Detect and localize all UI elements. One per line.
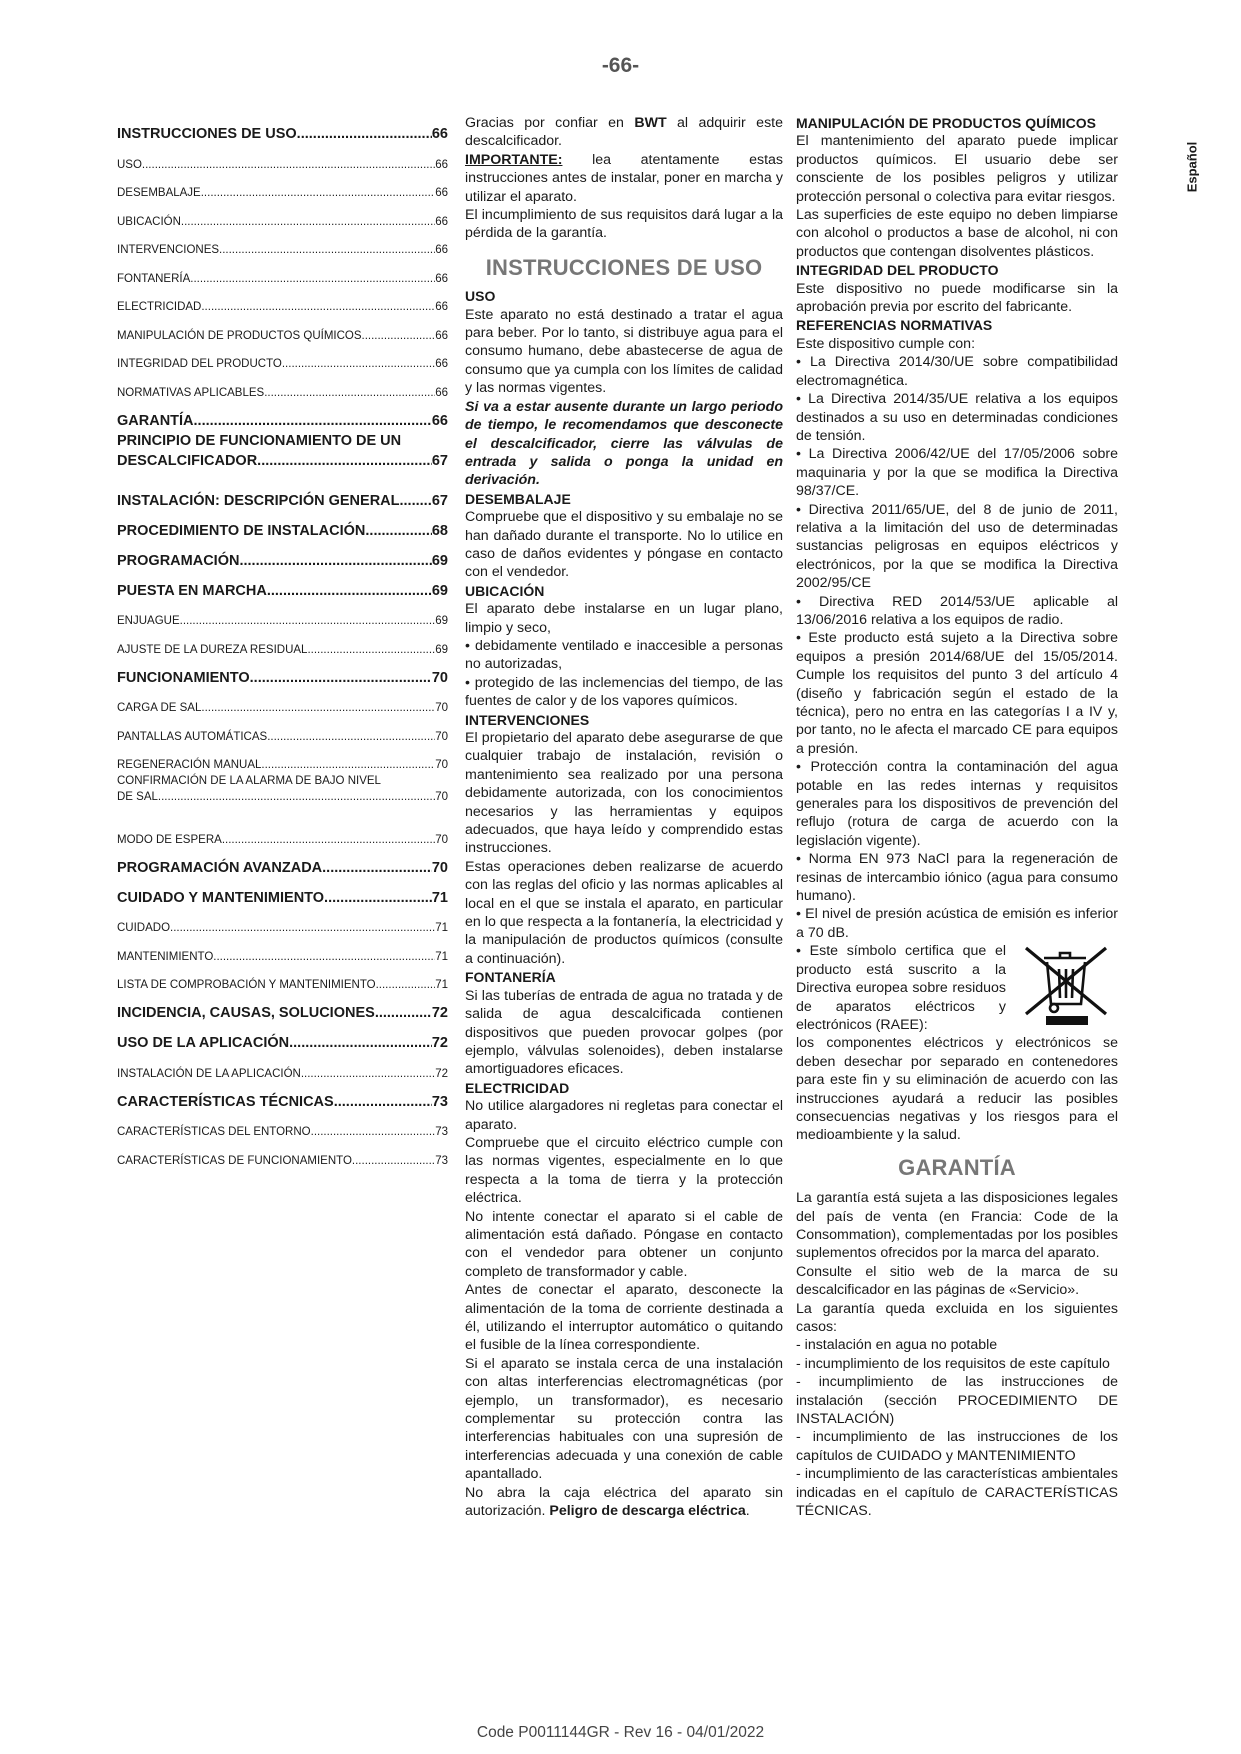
exclusion-item: - incumplimiento de los requisitos de este capítulo	[796, 1355, 1110, 1372]
regulation-list	[796, 353, 1118, 942]
brand-name: BWT	[634, 115, 667, 131]
shock-warning: Peligro de descarga eléctrica	[549, 1503, 746, 1520]
toc-entry-title: FONTANERÍA	[117, 272, 191, 285]
toc-entry[interactable]	[117, 819, 448, 848]
toc-entry-title: PRINCIPIO DE FUNCIONAMIENTO DE UN	[117, 432, 402, 449]
intervenciones-paragraph: Estas operaciones deben realizarse de acuerdo con las reglas del oficio y las normas aplicables al local en el que se instala el aparato, en particular en lo que respecta a la fontanería, la electricidad y la manipulación de productos químicos (consulte a continuación).	[465, 858, 783, 967]
toc-entry[interactable]	[117, 908, 448, 937]
toc-entry[interactable]	[117, 936, 448, 965]
toc-entry-title: CARGA DE SAL	[117, 702, 202, 714]
toc-entry-title: INCIDENCIA, CAUSAS, SOLUCIONES	[117, 1005, 375, 1021]
toc-entry-page: 70	[435, 702, 448, 714]
electricidad-paragraph: Antes de conectar el aparato, desconecte la alimentación de la toma de corriente destinada a él, utilizando el interruptor automático o quitando el fusible de la línea correspondiente.	[465, 1282, 783, 1354]
important-paragraph: IMPORTANTE: lea atentamente estas instrucciones antes de instalar, poner en marcha y utilizar el aparato.	[465, 151, 783, 205]
page-number: -66-	[601, 54, 640, 77]
electricidad-paragraph: No utilice alargadores ni regletas para conectar el aparato.	[465, 1098, 783, 1133]
toc-entry-page: 72	[431, 1005, 448, 1021]
toc-entry-page: 66	[435, 329, 448, 342]
toc-entry-page: 66	[431, 126, 448, 142]
toc-entry-title: CARACTERÍSTICAS TÉCNICAS	[117, 1093, 334, 1110]
intro-paragraph: Gracias por confiar en BWT al adquirir este descalcificador.	[465, 115, 783, 150]
toc-entry-title: INTEGRIDAD DEL PRODUCTO	[117, 358, 282, 370]
electricidad-paragraph: Compruebe que el circuito eléctrico cumple con las normas vigentes, especialmente en lo que respecta a la toma de tierra y la protección eléctrica.	[465, 1134, 783, 1207]
language-label: Español	[1184, 141, 1200, 193]
weee-block	[796, 942, 1118, 1144]
ubicacion-bullet: • protegido de las inclemencias del tiempo, de las fuentes de calor y de los vapores químicos.	[465, 674, 783, 710]
column-instructions	[465, 114, 783, 1520]
electricidad-paragraph: No intente conectar el aparato si el cable de alimentación está dañado. Póngase en contacto con el vendedor para obtener un conjunto completo de transformador y cable.	[465, 1208, 783, 1280]
heading-referencias: REFERENCIAS NORMATIVAS	[796, 317, 993, 334]
regulation-item: • La Directiva 2006/42/UE del 17/05/2006 sobre maquinaria y por la que se modifica la Directiva 98/37/CE.	[796, 446, 1118, 500]
regulation-item: • La Directiva 2014/35/UE relativa a los equipos destinados a su uso en determinadas condiciones de tensión.	[796, 391, 1118, 444]
ubicacion-bullet: • debidamente ventilado e inaccesible a personas no autorizadas,	[465, 637, 783, 673]
toc-entry-page: 70	[431, 859, 448, 876]
toc-entry-page: 67	[431, 492, 448, 509]
section-title-garantia: GARANTÍA	[898, 1154, 1016, 1180]
electricidad-paragraph: Si el aparato se instala cerca de una instalación con altas interferencias electromagnéticas (por ejemplo, un transformador), es necesario complementar su protección contra las interferencias habituales con una supresión de interferencias adecuada y una conexión de cable apantallado.	[465, 1355, 783, 1483]
toc-entry-title: INSTALACIÓN DE LA APLICACIÓN	[117, 1067, 301, 1080]
toc-entry[interactable]	[117, 511, 448, 541]
desembalaje-paragraph: Compruebe que el dispositivo y su embalaje no se han dañado durante el transporte. No lo utilice en caso de daños evidentes y póngase en contacto con el vendedor.	[465, 509, 783, 581]
toc-entry-page: 69	[435, 643, 448, 656]
toc-entry[interactable]	[117, 230, 448, 259]
electricidad-paragraph: No abra la caja eléctrica del aparato sin autorización. Peligro de descarga eléctrica.	[465, 1484, 783, 1520]
toc-entry-page: 66	[435, 301, 448, 313]
regulation-item: • El nivel de presión acústica de emisión es inferior a 70 dB.	[796, 906, 1118, 941]
garantia-paragraph: La garantía queda excluida en los siguientes casos:	[796, 1300, 1118, 1335]
heading-quimicos: MANIPULACIÓN DE PRODUCTOS QUÍMICOS	[796, 115, 1096, 131]
toc-entry[interactable]	[117, 1112, 448, 1141]
toc-entry[interactable]	[117, 401, 448, 431]
quimicos-paragraph: Las superficies de este equipo no deben limpiarse con alcohol o productos a base de alcohol, ni con productos que contengan disolventes plásticos.	[796, 207, 1118, 260]
toc-entry[interactable]	[117, 1140, 448, 1169]
toc-entry-page: 72	[435, 1067, 448, 1080]
exclusion-item: - incumplimiento de las instrucciones de los capítulos de CUIDADO y MANTENIMIENTO	[796, 1429, 1118, 1464]
toc-entry[interactable]	[117, 716, 448, 745]
toc-entry-title: INSTRUCCIONES DE USO	[117, 126, 297, 142]
toc-entry[interactable]	[117, 601, 448, 630]
toc-entry-page: 66	[435, 187, 448, 199]
garantia-paragraph: La garantía está sujeta a las disposiciones legales del país de venta (en Francia: Code de la Consommation), complementadas por los posibles suplementos ofrecidos por la marca del aparato.	[796, 1190, 1118, 1262]
ubicacion-paragraph: El aparato debe instalarse en un lugar plano, limpio y seco,	[465, 601, 783, 636]
toc-entry-title: PROGRAMACIÓN AVANZADA	[117, 859, 323, 876]
toc-entry-title: CUIDADO Y MANTENIMIENTO	[117, 889, 325, 906]
toc-entry-page: 71	[435, 922, 448, 934]
heading-electricidad: ELECTRICIDAD	[465, 1079, 570, 1096]
heading-ubicacion: UBICACIÓN	[465, 582, 545, 599]
toc-entry-title: FUNCIONAMIENTO	[117, 669, 250, 686]
toc-entry-page: 69	[431, 582, 448, 599]
toc-entry[interactable]	[117, 1082, 448, 1112]
weee-bin-icon	[1014, 944, 1118, 1026]
important-label: IMPORTANTE:	[465, 151, 563, 168]
toc-entry[interactable]	[117, 571, 448, 601]
heading-integridad: INTEGRIDAD DEL PRODUCTO	[796, 262, 999, 279]
toc-entry-page: 66	[435, 272, 448, 285]
toc-entry[interactable]	[117, 878, 448, 908]
toc-entry-page: 71	[431, 889, 448, 906]
toc-entry[interactable]	[117, 745, 448, 774]
toc-entry-page: 72	[431, 1035, 448, 1051]
toc-entry-title: UBICACIÓN	[117, 215, 181, 228]
toc-entry-page: 71	[435, 950, 448, 963]
heading-uso: USO	[465, 288, 496, 305]
toc-entry-title: USO DE LA APLICACIÓN	[117, 1035, 290, 1051]
uso-paragraph: Este aparato no está destinado a tratar el agua para beber. Por lo tanto, si distribuye agua para el consumo humano, debe abastecerse de agua de consumo que ya cumpla con los límites de calidad y las normas vigentes.	[465, 306, 783, 397]
toc-entry[interactable]	[117, 287, 448, 316]
heading-intervenciones: INTERVENCIONES	[465, 711, 590, 728]
regulation-item: • Este producto está sujeto a la Directiva sobre equipos a presión 2014/68/UE del 15/05/2014. Cumple los requisitos del punto 3 del artículo 4 (diseño y fabricación según el estado de la técnica), pero no entra en las categorías I a IV y, por tanto, no le afecta el marcado CE para equipos a presión.	[796, 630, 1118, 757]
toc-entry[interactable]	[117, 173, 448, 202]
toc-entry-title: CARACTERÍSTICAS DE FUNCIONAMIENTO	[117, 1154, 352, 1167]
toc-entry-title: INTERVENCIONES	[117, 244, 220, 256]
toc-entry[interactable]	[117, 1053, 448, 1082]
toc-entry[interactable]	[117, 201, 448, 230]
toc-entry-page: 70	[435, 759, 448, 771]
toc-entry-page: 69	[435, 615, 448, 627]
exclusion-list	[796, 1336, 1118, 1520]
toc-entry-page: 73	[435, 1154, 448, 1167]
toc-entry-title: USO	[117, 158, 142, 171]
toc-entry-title: INSTALACIÓN: DESCRIPCIÓN GENERAL	[117, 492, 400, 509]
toc-entry-title: PUESTA EN MARCHA	[117, 582, 267, 599]
weee-paragraph: • Este símbolo certifica que el producto está suscrito a la Directiva europea sobre residuos de aparatos eléctricos y electrónicos (RAEE):	[796, 943, 1006, 1033]
weee-continuation: los componentes eléctricos y electrónicos se deben desechar por separado en contenedores para este fin y su eliminación de acuerdo con las instrucciones ayudará a reducir las posibles consecuencias negativas y los riesgos para el medioambiente y la salud.	[796, 1035, 1118, 1144]
toc-entry[interactable]	[117, 481, 448, 511]
toc-entry[interactable]	[117, 315, 448, 344]
toc-entry-title: LISTA DE COMPROBACIÓN Y MANTENIMIENTO	[117, 979, 376, 991]
toc-entry[interactable]	[117, 344, 448, 373]
toc-entry-title: NORMATIVAS APLICABLES	[117, 386, 265, 399]
column-regulations	[796, 114, 1118, 1520]
toc-entry-page: 66	[431, 412, 448, 429]
toc-entry-title: ELECTRICIDAD	[117, 301, 202, 313]
toc-entry-page: 66	[435, 244, 448, 256]
toc-entry[interactable]	[117, 993, 448, 1023]
garantia-paragraph: Consulte el sitio web de la marca de su descalcificador en las páginas de «Servicio».	[796, 1263, 1118, 1299]
warranty-loss-paragraph: El incumplimiento de sus requisitos dará lugar a la pérdida de la garantía.	[465, 207, 783, 242]
toc-entry-title-cont: DESCALCIFICADOR	[117, 452, 258, 469]
regulation-item: • Protección contra la contaminación del agua potable en las redes internas y requisitos generales para los dispositivos de prevención del reflujo (rotura de carga de acuerdo con la legislación vigente).	[796, 759, 1118, 849]
toc-entry-title: CARACTERÍSTICAS DEL ENTORNO	[117, 1126, 311, 1138]
exclusion-item: - incumplimiento de las características ambientales indicadas en el capítulo de CARACTERÍSTICAS TÉCNICAS.	[796, 1466, 1118, 1520]
toc-entry[interactable]	[117, 541, 448, 571]
toc-entry[interactable]	[117, 773, 448, 819]
toc-entry[interactable]	[117, 431, 448, 481]
toc-entry-page: 66	[435, 358, 448, 370]
toc-entry-title: MANTENIMIENTO	[117, 950, 214, 963]
toc-entry-page: 66	[435, 215, 448, 228]
toc-entry[interactable]	[117, 848, 448, 878]
toc-entry[interactable]	[117, 144, 448, 173]
referencias-intro: Este dispositivo cumple con:	[796, 335, 976, 352]
regulation-item: • Norma EN 973 NaCl para la regeneración de resinas de intercambio iónico (agua para consumo humano).	[796, 851, 1118, 905]
toc-entry[interactable]	[117, 965, 448, 994]
toc-entry-title: CONFIRMACIÓN DE LA ALARMA DE BAJO NIVEL	[117, 775, 381, 787]
toc-entry-title: DESEMBALAJE	[117, 187, 201, 199]
toc-entry-title: MANIPULACIÓN DE PRODUCTOS QUÍMICOS	[117, 329, 362, 342]
toc-entry-page: 67	[431, 452, 448, 469]
section-title-instrucciones: INSTRUCCIONES DE USO	[485, 254, 763, 280]
document-code-footer: Code P0011144GR - Rev 16 - 04/01/2022	[476, 1724, 765, 1741]
toc-entry-page: 71	[435, 979, 448, 991]
heading-desembalaje: DESEMBALAJE	[465, 490, 571, 507]
regulation-item: • Directiva RED 2014/53/UE aplicable al 13/06/2016 relativa a los equipos de radio.	[796, 593, 1118, 628]
toc-entry-title-cont: DE SAL	[117, 791, 158, 803]
toc-entry-title: MODO DE ESPERA	[117, 833, 222, 846]
toc-entry[interactable]	[117, 258, 448, 287]
toc-entry[interactable]	[117, 629, 448, 658]
regulation-item: • La Directiva 2014/30/UE sobre compatibilidad electromagnética.	[796, 354, 1118, 389]
toc-entry-title: PROGRAMACIÓN	[117, 552, 240, 569]
toc-entry-page: 66	[435, 386, 448, 399]
toc-entry[interactable]	[117, 114, 448, 144]
fontaneria-paragraph: Si las tuberías de entrada de agua no tratada y de salida de agua descalcificada contienen dispositivos que pueden provocar golpes (por ejemplo, válvulas solenoides), deben instalarse amortiguadores eficaces.	[465, 987, 783, 1078]
toc-entry[interactable]	[117, 658, 448, 688]
toc-entry-page: 70	[435, 833, 448, 846]
quimicos-paragraph: El mantenimiento del aparato puede implicar productos químicos. El usuario debe ser consciente de los posibles peligros y utilizar protección personal o colectiva para evitar riesgos.	[796, 133, 1118, 205]
toc-entry-page: 69	[431, 552, 448, 569]
toc-entry-title: REGENERACIÓN MANUAL	[117, 759, 262, 771]
toc-entry-page: 66	[435, 158, 448, 171]
heading-fontaneria: FONTANERÍA	[465, 969, 556, 986]
toc-entry-title: CUIDADO	[117, 922, 171, 934]
exclusion-item: - instalación en agua no potable	[796, 1337, 998, 1354]
toc-entry-title: AJUSTE DE LA DUREZA RESIDUAL	[117, 643, 308, 656]
toc-entry[interactable]	[117, 688, 448, 717]
toc-entry[interactable]	[117, 372, 448, 401]
toc-entry-page: 70	[435, 791, 448, 803]
toc-entry-title: ENJUAGUE	[117, 615, 180, 627]
toc-entry[interactable]	[117, 1023, 448, 1053]
intervenciones-paragraph: El propietario del aparato debe asegurarse de que cualquier trabajo de instalación, revisión o mantenimiento sea realizado por una persona debidamente autorizada, con los conocimientos necesarios y las herramientas y equipos adecuados, que haya leído y comprendido estas instrucciones.	[465, 730, 783, 857]
toc-entry-page: 70	[431, 669, 448, 686]
toc-entry-page: 73	[435, 1126, 448, 1138]
uso-warning: Si va a estar ausente durante un largo periodo de tiempo, le recomendamos que desconecte el descalcificador, cierre las válvulas de entrada y salida o ponga la unidad en derivación.	[465, 398, 783, 489]
exclusion-item: - incumplimiento de las instrucciones de instalación (sección PROCEDIMIENTO DE INSTALACIÓN)	[796, 1374, 1118, 1428]
table-of-contents	[117, 114, 448, 1169]
language-tab	[1183, 132, 1201, 202]
toc-entry-title: GARANTÍA	[117, 412, 194, 429]
toc-entry-page: 73	[431, 1093, 448, 1110]
toc-entry-title: PROCEDIMIENTO DE INSTALACIÓN	[117, 522, 366, 539]
regulation-item: • Directiva 2011/65/UE, del 8 de junio de 2011, relativa a la limitación del uso de determinadas sustancias peligrosas en equipos eléctricos y electrónicos, por la que se modifica la Directiva 2002/95/CE	[796, 501, 1118, 592]
toc-entry-page: 68	[431, 522, 448, 539]
integridad-paragraph: Este dispositivo no puede modificarse sin la aprobación previa por escrito del fabricante.	[796, 280, 1118, 316]
toc-entry-title: PANTALLAS AUTOMÁTICAS	[117, 730, 268, 743]
toc-entry-page: 70	[435, 730, 448, 743]
